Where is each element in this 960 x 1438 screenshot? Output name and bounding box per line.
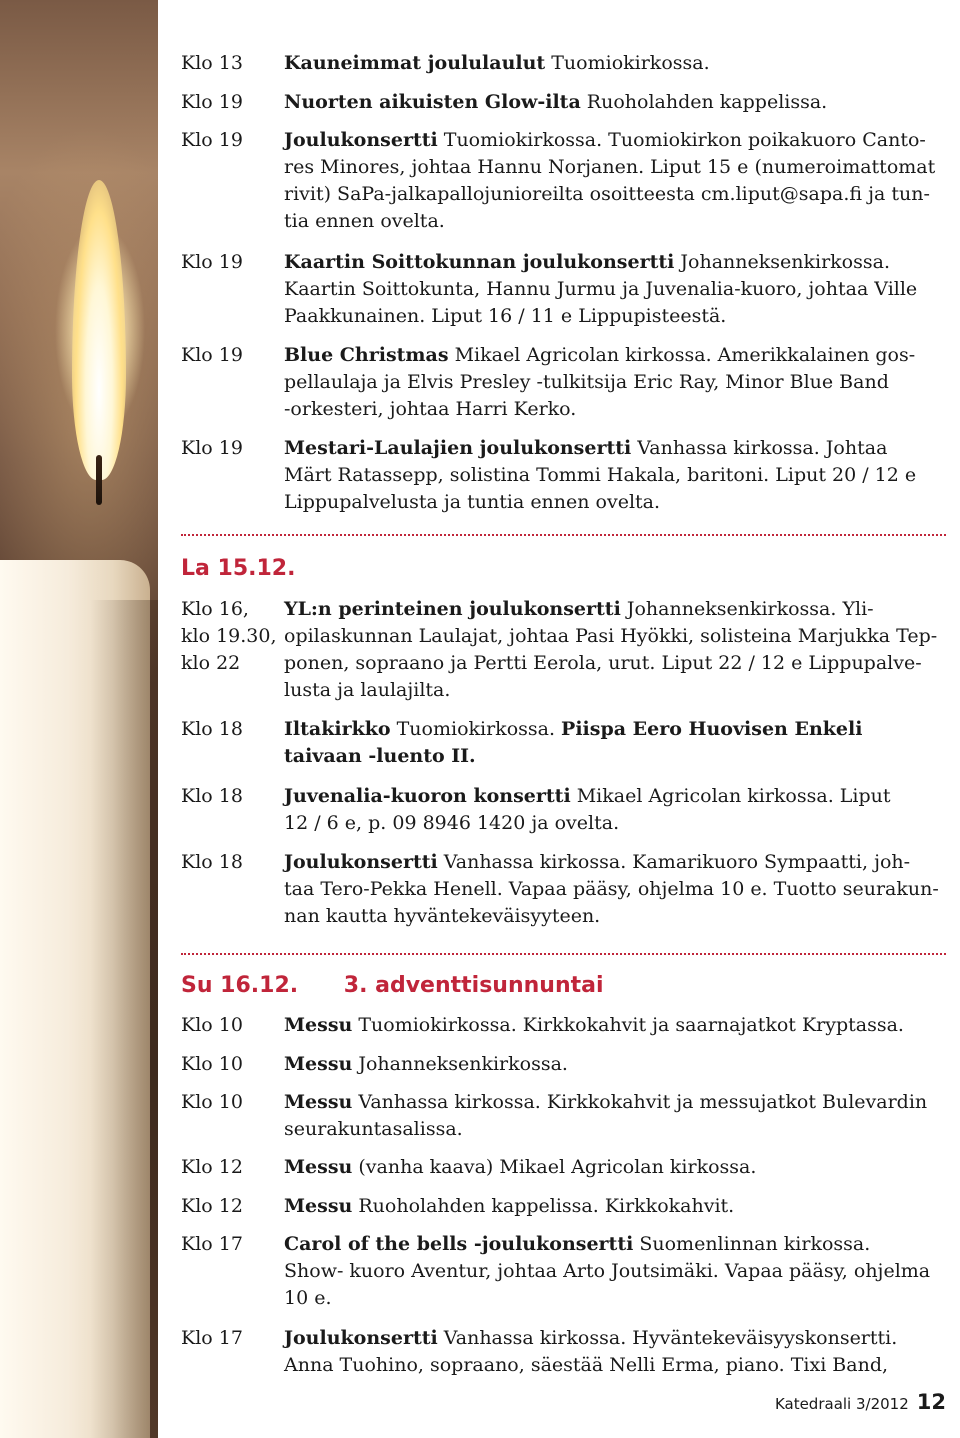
event-time: Klo 17 bbox=[181, 1233, 243, 1255]
event-title: Mestari-Laulajien joulukonsertti bbox=[284, 437, 632, 459]
event-title: Nuorten aikuisten Glow-ilta bbox=[284, 91, 581, 113]
event-title: Messu bbox=[284, 1091, 353, 1113]
event-time: Klo 16, klo 19.30, klo 22 bbox=[181, 598, 277, 674]
event-title: Joulukonsertti bbox=[284, 1327, 438, 1349]
event-time: Klo 19 bbox=[181, 344, 243, 366]
event-time: Klo 18 bbox=[181, 718, 243, 740]
page-footer bbox=[775, 1390, 946, 1414]
event-title: Messu bbox=[284, 1195, 353, 1217]
event-description: Kauneimmat joululaulut Tuomiokirkossa. bbox=[284, 52, 710, 74]
day-subheading: 3. adventtisunnuntai bbox=[343, 973, 604, 998]
event-title: Iltakirkko bbox=[284, 718, 391, 740]
section-divider bbox=[181, 953, 946, 955]
candle-shadow bbox=[90, 600, 158, 1438]
event-title: Messu bbox=[284, 1053, 353, 1075]
event-time: Klo 18 bbox=[181, 785, 243, 807]
event-time: Klo 13 bbox=[181, 52, 243, 74]
event-description: Juvenalia-kuoron konsertti Mikael Agricolan kirkossa. Liput 12 / 6 e, p. 09 8946 1420 ja ovelta. bbox=[284, 785, 891, 834]
event-description: Messu (vanha kaava) Mikael Agricolan kirkossa. bbox=[284, 1156, 757, 1178]
event-title: Messu bbox=[284, 1014, 353, 1036]
event-description: Joulukonsertti Vanhassa kirkossa. Hyväntekeväisyyskonsertti. Anna Tuohino, sopraano, säestää Nelli Erma, piano. Tixi Band, bbox=[284, 1327, 898, 1376]
section-divider bbox=[181, 534, 946, 536]
event-title: Kaartin Soittokunnan joulukonsertti bbox=[284, 251, 675, 273]
event-description: Messu Johanneksenkirkossa. bbox=[284, 1053, 568, 1075]
event-time: Klo 12 bbox=[181, 1195, 243, 1217]
event-time: Klo 19 bbox=[181, 129, 243, 151]
event-time: Klo 18 bbox=[181, 851, 243, 873]
event-time: Klo 19 bbox=[181, 251, 243, 273]
event-title: YL:n perinteinen joulukonsertti bbox=[284, 598, 621, 620]
event-description: Messu Tuomiokirkossa. Kirkkokahvit ja saarnajatkot Kryptassa. bbox=[284, 1014, 904, 1036]
event-time: Klo 10 bbox=[181, 1091, 243, 1113]
event-description: Iltakirkko Tuomiokirkossa. Piispa Eero Huovisen Enkeli taivaan -luento II. bbox=[284, 718, 863, 767]
event-description: Blue Christmas Mikael Agricolan kirkossa. Amerikkalainen gos- pellaulaja ja Elvis Presley -tulkitsija Eric Ray, Minor Blue Band -orkesteri, johtaa Harri Kerko. bbox=[284, 344, 916, 420]
page-number: 12 bbox=[916, 1390, 946, 1414]
event-description: YL:n perinteinen joulukonsertti Johanneksenkirkossa. Yli- opilaskunnan Laulajat, johtaa Pasi Hyökki, solisteina Marjukka Tep- ponen, sopraano ja Pertti Eerola, urut. Liput 22 / 12 e Lippupalve- lusta ja laulajilta. bbox=[284, 598, 938, 701]
event-description: Joulukonsertti Vanhassa kirkossa. Kamarikuoro Sympaatti, joh- taa Tero-Pekka Henell. Vapaa pääsy, ohjelma 10 e. Tuotto seurakun- nan kautta hyväntekeväisyyteen. bbox=[284, 851, 939, 927]
event-title: Kauneimmat joululaulut bbox=[284, 52, 546, 74]
candle-wick bbox=[96, 455, 102, 505]
candle-photo bbox=[0, 0, 158, 1438]
event-description: Kaartin Soittokunnan joulukonsertti Johanneksenkirkossa. Kaartin Soittokunta, Hannu Jurmu ja Juvenalia-kuoro, johtaa Ville Paakkunainen. Liput 16 / 11 e Lippupisteestä. bbox=[284, 251, 918, 327]
event-time: Klo 19 bbox=[181, 437, 243, 459]
event-time: Klo 10 bbox=[181, 1014, 243, 1036]
event-description: Messu Vanhassa kirkossa. Kirkkokahvit ja messujatkot Bulevardin seurakuntasalissa. bbox=[284, 1091, 928, 1140]
event-description: Nuorten aikuisten Glow-ilta Ruoholahden kappelissa. bbox=[284, 91, 828, 113]
event-time: Klo 17 bbox=[181, 1327, 243, 1349]
event-title: Carol of the bells -joulukonsertti bbox=[284, 1233, 634, 1255]
event-description: Carol of the bells -joulukonsertti Suomenlinnan kirkossa. Show- kuoro Aventur, johtaa Arto Joutsimäki. Vapaa pääsy, ohjelma 10 e. bbox=[284, 1233, 931, 1309]
publication-name: Katedraali 3/2012 bbox=[774, 1395, 909, 1413]
event-time: Klo 12 bbox=[181, 1156, 243, 1178]
event-description: Messu Ruoholahden kappelissa. Kirkkokahvit. bbox=[284, 1195, 735, 1217]
event-description: Mestari-Laulajien joulukonsertti Vanhassa kirkossa. Johtaa Märt Ratassepp, solistina Tommi Hakala, baritoni. Liput 20 / 12 e Lippupalvelusta ja tuntia ennen ovelta. bbox=[284, 437, 917, 513]
event-time: Klo 19 bbox=[181, 91, 243, 113]
event-link-email[interactable]: rivit) SaPa-jalkapallojunioreilta osoitteesta cm.liput@sapa.fi ja tun- bbox=[284, 183, 930, 205]
event-title: Juvenalia-kuoron konsertti bbox=[284, 785, 571, 807]
event-title: Messu bbox=[284, 1156, 353, 1178]
event-time: Klo 10 bbox=[181, 1053, 243, 1075]
event-title: Joulukonsertti bbox=[284, 129, 438, 151]
event-description: Joulukonsertti Tuomiokirkossa. Tuomiokirkon poikakuoro Canto- res Minores, johtaa Hannu Norjanen. Liput 15 e (numeroimattomat rivit) SaPa-jalkapallojunioreilta osoitteesta cm.liput@sapa.fi ja tun- tia ennen ovelta. bbox=[284, 129, 936, 232]
event-title: Blue Christmas bbox=[284, 344, 449, 366]
day-heading-su: Su 16.12. 3. adventtisunnuntai bbox=[181, 973, 604, 998]
event-title: Joulukonsertti bbox=[284, 851, 438, 873]
day-heading-la: La 15.12. bbox=[181, 556, 296, 581]
candle-flame bbox=[72, 180, 126, 480]
